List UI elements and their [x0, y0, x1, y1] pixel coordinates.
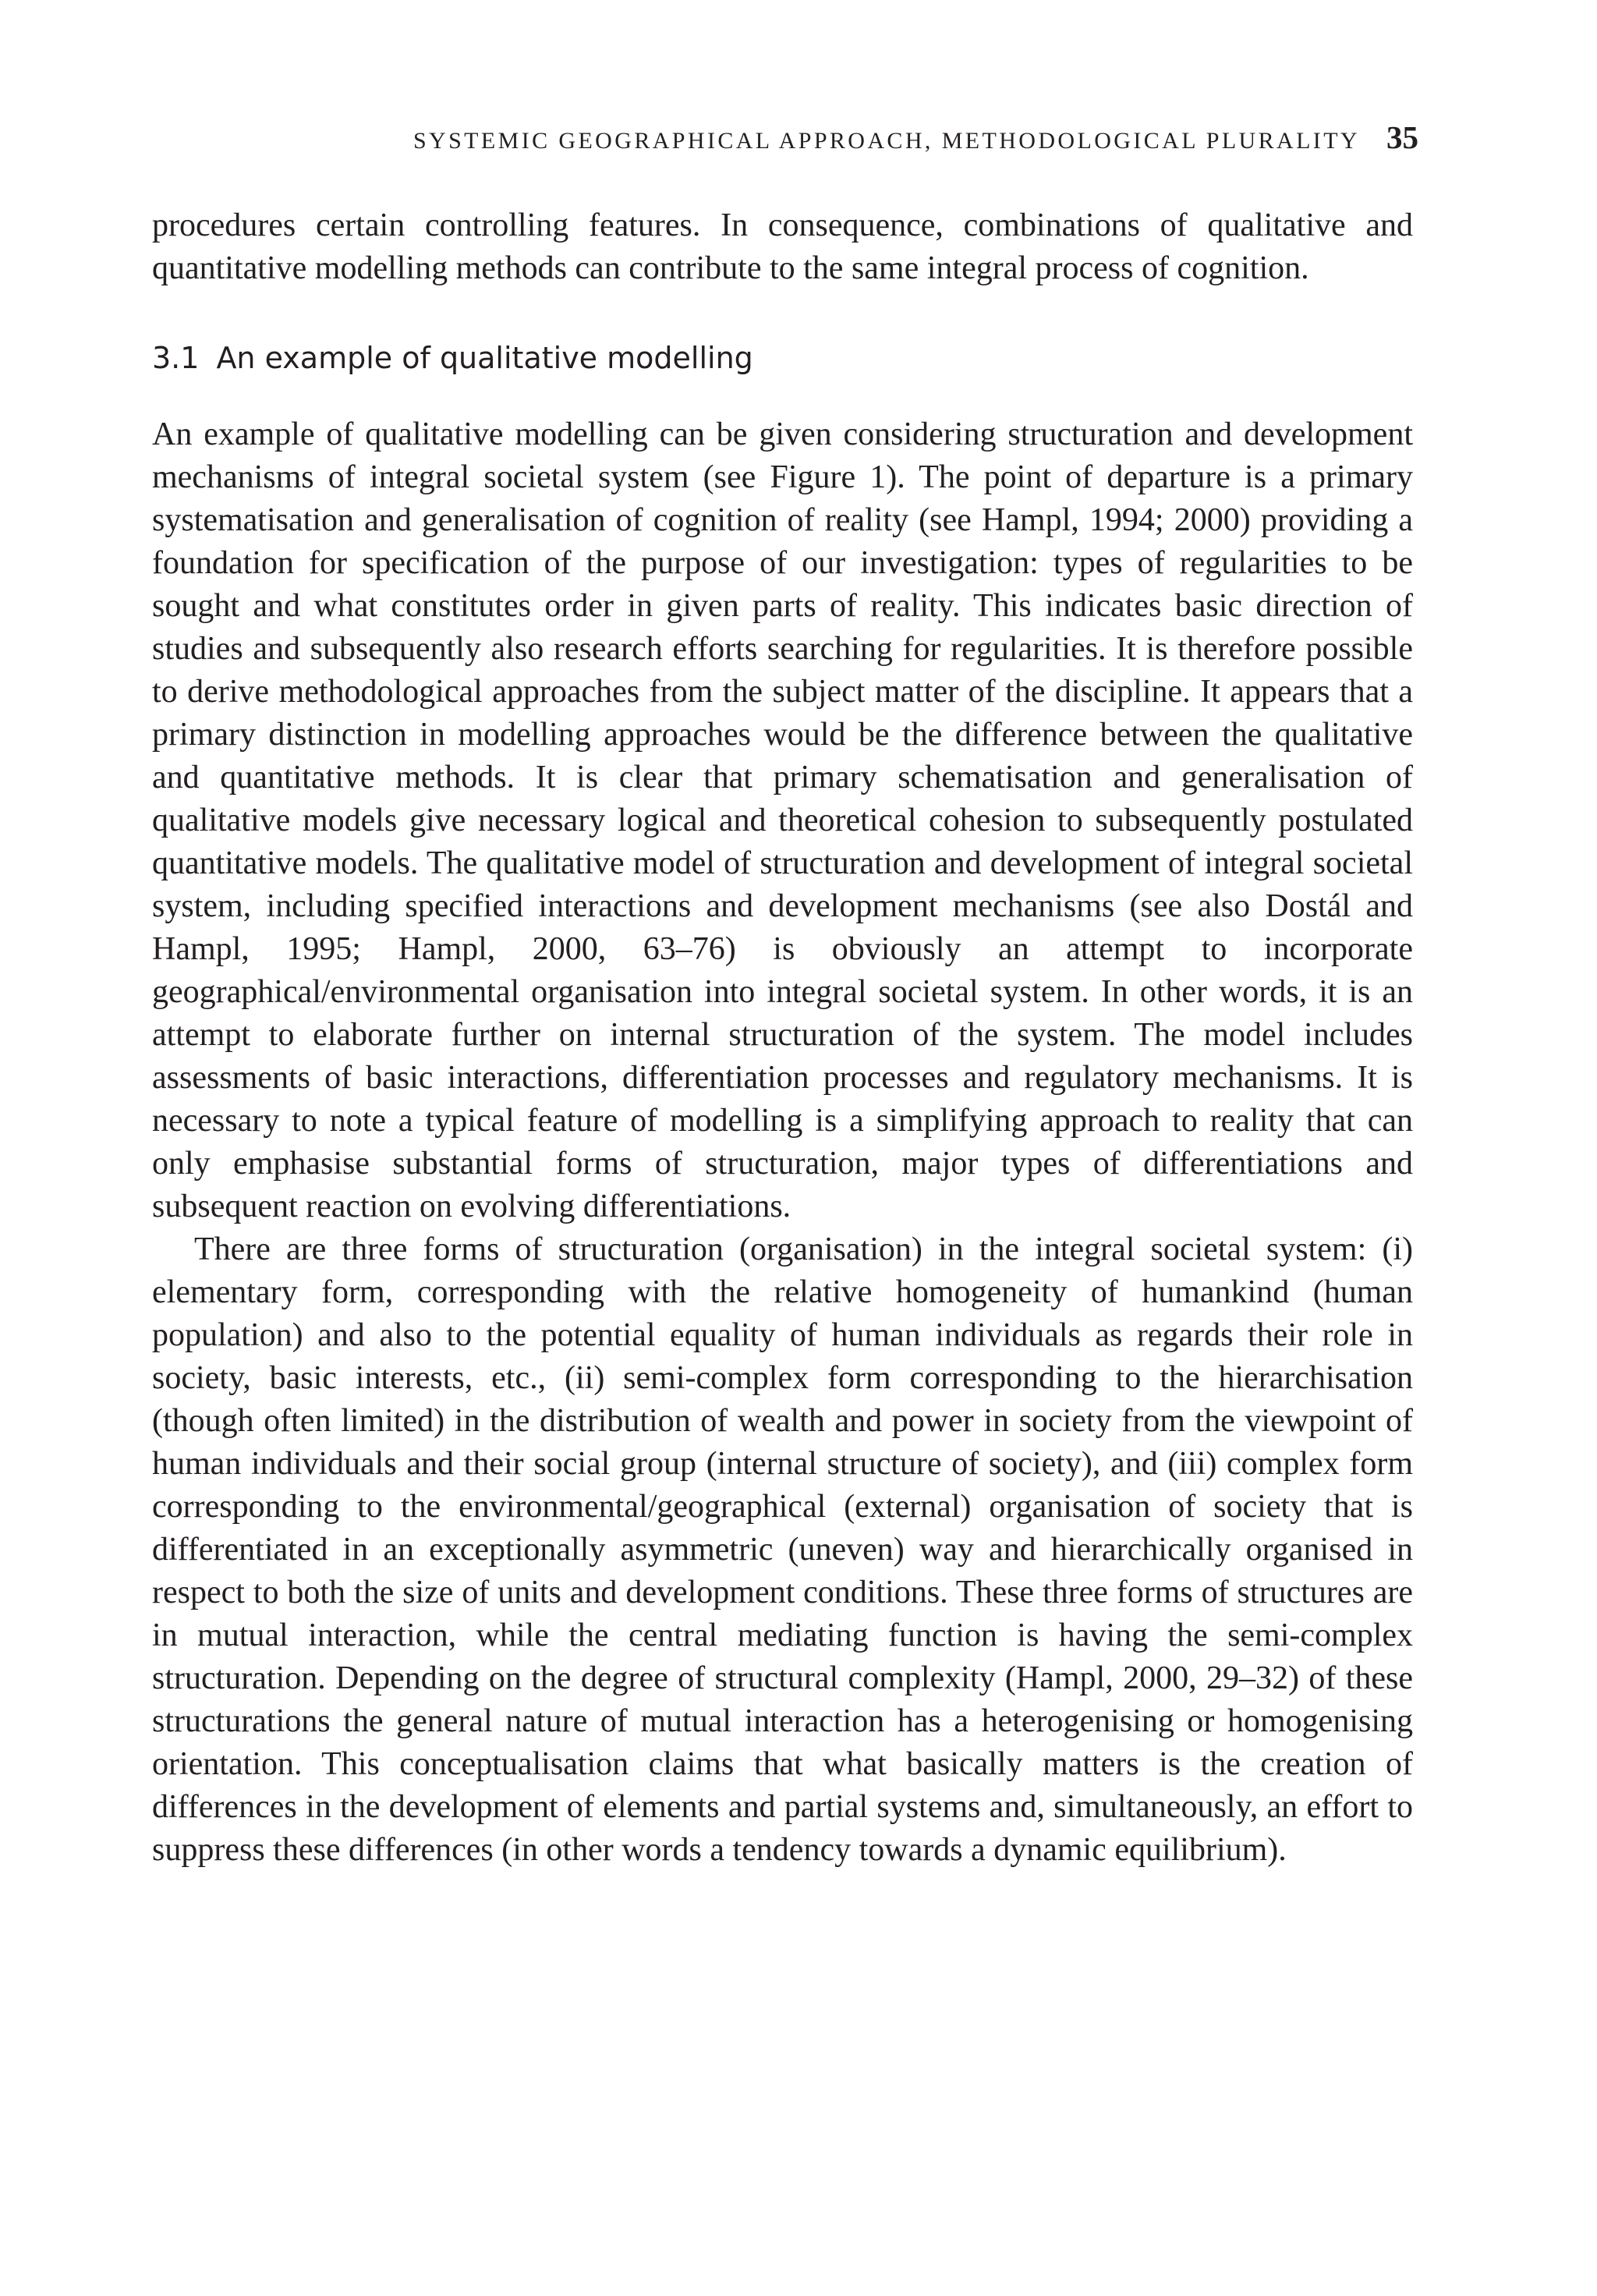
section-heading	[152, 339, 1413, 377]
page-number: 35	[1386, 119, 1418, 155]
section-number: 3.1	[152, 341, 200, 375]
running-title: SYSTEMIC GEOGRAPHICAL APPROACH, METHODOLOGICAL PLURALITY	[413, 128, 1360, 154]
section-title: An example of qualitative modelling	[216, 341, 753, 375]
continued-paragraph: procedures certain controlling features. In consequence, combinations of qualitative and quantitative modelling methods can contribute to the same integral process of cognition.	[152, 207, 1413, 286]
body-text	[152, 204, 1413, 1872]
paragraph-1: An example of qualitative modelling can be given considering structuration and development mechanisms of integral societal system (see Figure 1). The point of departure is a primary systematisation and generalisation of cognition of reality (see Hampl, 1994; 2000) providing a foundation for specification of the purpose of our investigation: types of regularities to be sought and what constitutes order in given parts of reality. This indicates basic direction of studies and subsequently also research efforts searching for regularities. It is therefore possible to derive methodological approaches from the subject matter of the discipline. It appears that a primary distinction in modelling approaches would be the difference between the qualitative and quantitative methods. It is clear that primary schematisation and generalisation of qualitative models give necessary logical and theoretical cohesion to subsequently postulated quantitative models. The qualitative model of structuration and development of integral societal system, including specified interactions and development mechanisms (see also Dostál and Hampl, 1995; Hampl, 2000, 63–76) is obviously an attempt to incorporate geographical/environmental organisation into integral societal system. In other words, it is an attempt to elaborate further on internal structuration of the system. The model includes assessments of basic interactions, differentiation processes and regulatory mechanisms. It is necessary to note a typical feature of modelling is a simplifying approach to reality that can only emphasise substantial forms of structuration, major types of differentiations and subsequent reaction on evolving differentiations.	[152, 416, 1413, 1224]
running-header	[152, 119, 1418, 165]
paragraph-2: There are three forms of structuration (organisation) in the integral societal system: (i) elementary form, corresponding with the relative homogeneity of humankind (human population) and also to the potential equality of human individuals as regards their role in society, basic interests, etc., (ii) semi-complex form corresponding to the hierarchisation (though often limited) in the distribution of wealth and power in society from the viewpoint of human individuals and their social group (internal structure of society), and (iii) complex form corresponding to the environmental/geographical (external) organisation of society that is differentiated in an exceptionally asymmetric (uneven) way and hierarchically organised in respect to both the size of units and development conditions. These three forms of structures are in mutual interaction, while the central mediating function is having the semi-complex structuration. Depending on the degree of structural complexity (Hampl, 2000, 29–32) of these structurations the general nature of mutual interaction has a heterogenising or homogenising orientation. This conceptualisation claims that what basically matters is the creation of differences in the development of elements and partial systems and, simultaneously, an effort to suppress these differences (in other words a tendency towards a dynamic equilibrium).	[152, 1231, 1413, 1868]
